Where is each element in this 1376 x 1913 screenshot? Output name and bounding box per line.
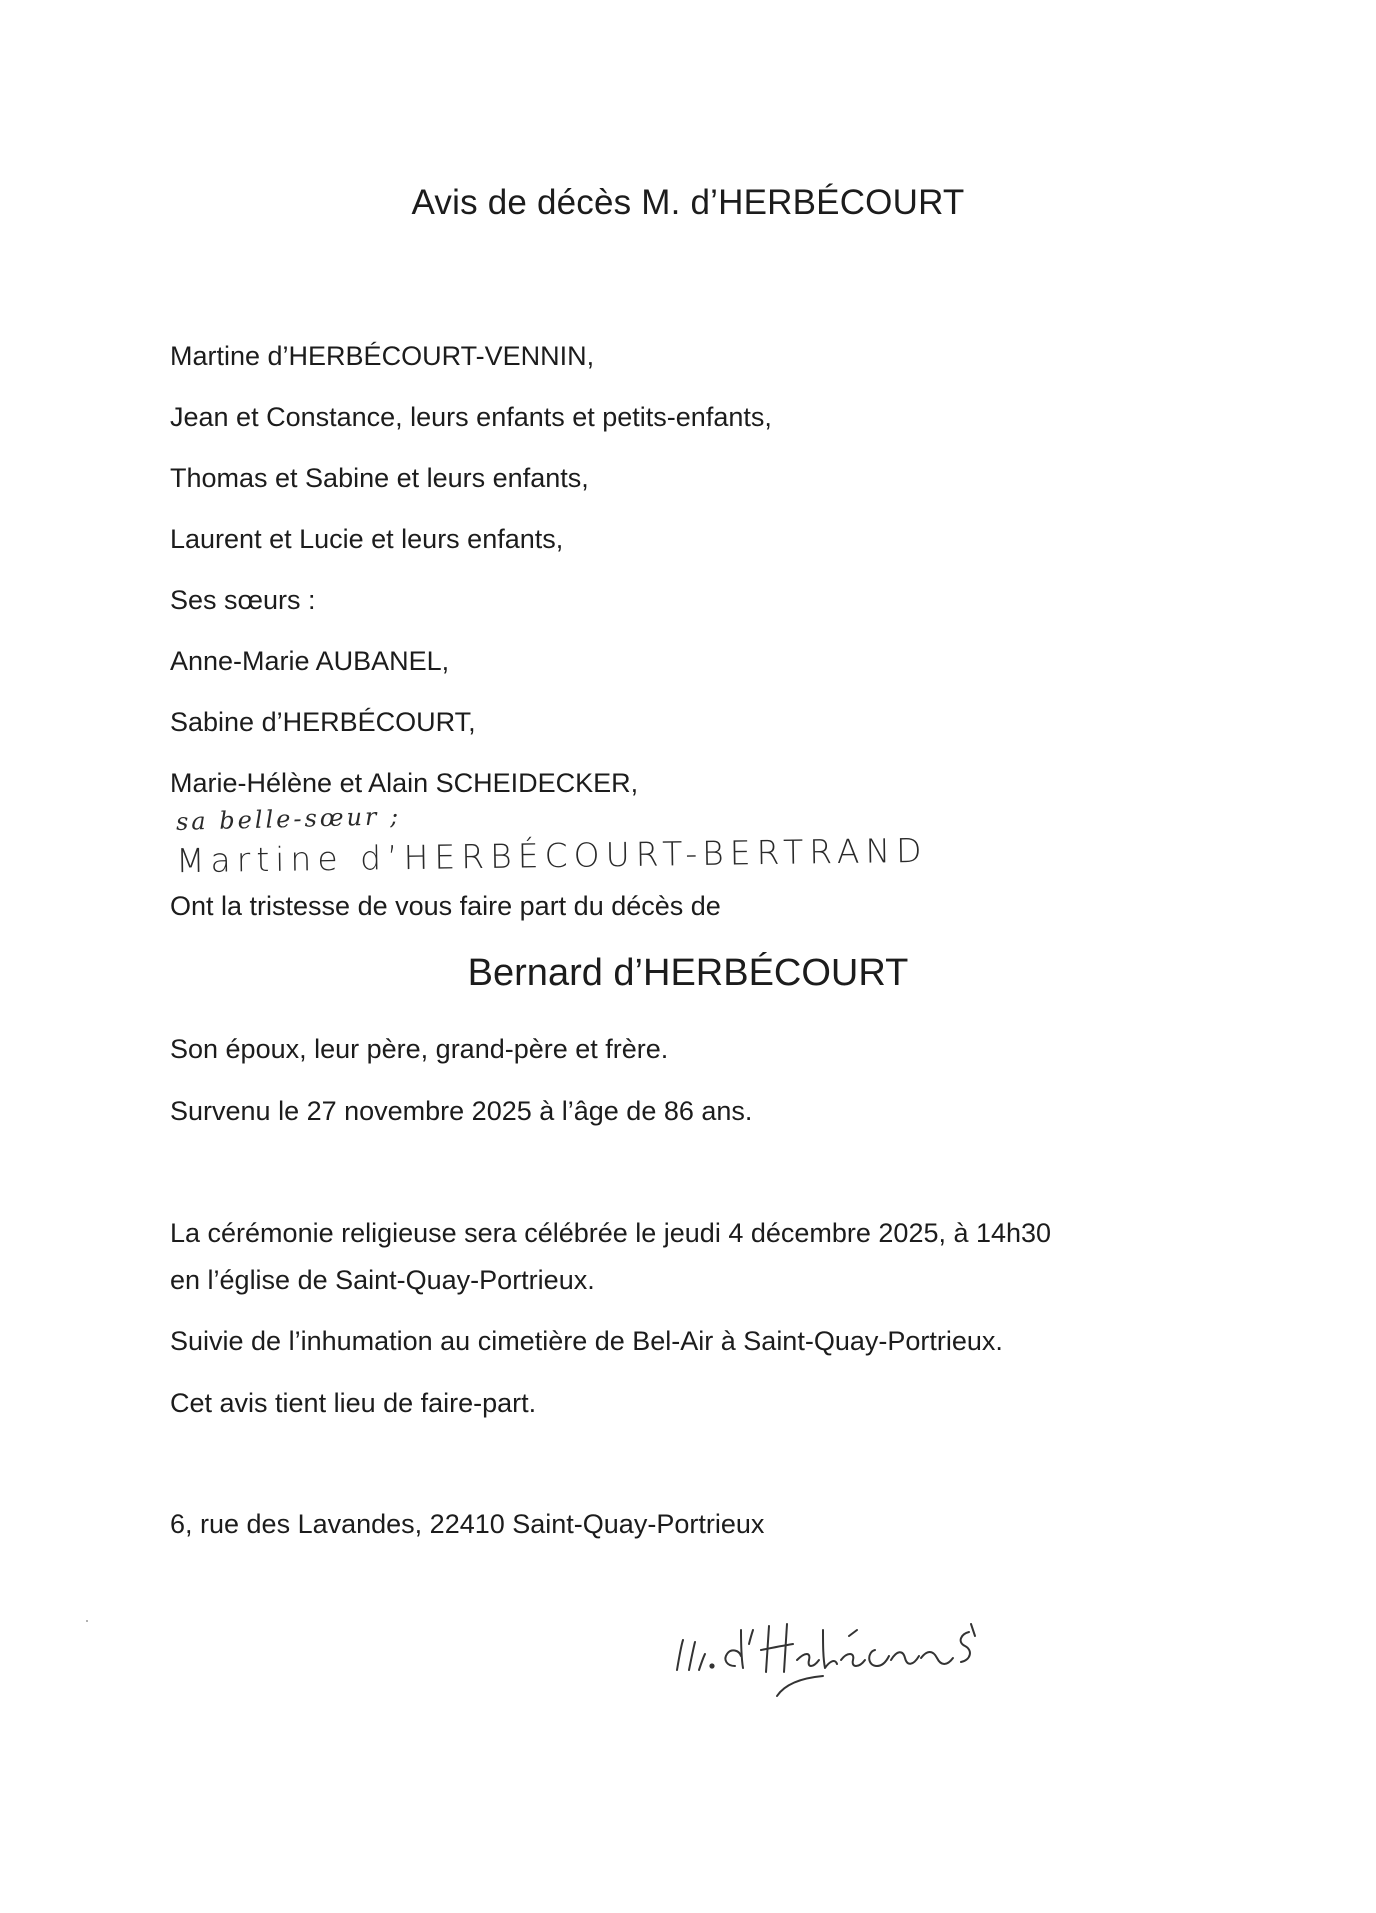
address-text: 6, rue des Lavandes, 22410 Saint-Quay-Portrieux xyxy=(170,1509,765,1539)
burial-text: Suivie de l’inhumation au cimetière de Bel-Air à Saint-Quay-Portrieux. xyxy=(170,1326,1003,1356)
deceased-name: Bernard d’HERBÉCOURT xyxy=(467,952,909,994)
signature-image xyxy=(665,1580,1065,1700)
family-line: Laurent et Lucie et leurs enfants, xyxy=(170,524,564,554)
date-text: Survenu le 27 novembre 2025 à l’âge de 86 ans. xyxy=(170,1096,753,1126)
family-line: Marie-Hélène et Alain SCHEIDECKER, xyxy=(170,768,639,798)
announcement-text: Ont la tristesse de vous faire part du décès de xyxy=(170,891,721,921)
scan-speck xyxy=(86,1620,88,1622)
ceremony-text: La cérémonie religieuse sera célébrée le jeudi 4 décembre 2025, à 14h30 xyxy=(170,1218,1052,1248)
family-line: Thomas et Sabine et leurs enfants, xyxy=(170,463,589,493)
family-line: Martine d’HERBÉCOURT-VENNIN, xyxy=(170,341,595,371)
page-title: Avis de décès M. d’HERBÉCOURT xyxy=(411,183,965,222)
ceremony-text: en l’église de Saint-Quay-Portrieux. xyxy=(170,1265,595,1295)
handwritten-annotation: sa belle-sœur ; xyxy=(175,802,402,836)
handwritten-annotation: Martine d’HERBÉCOURT-BERTRAND xyxy=(175,830,928,881)
family-line: Sabine d’HERBÉCOURT, xyxy=(170,707,476,737)
closing-text: Cet avis tient lieu de faire-part. xyxy=(170,1388,537,1418)
family-line: Anne-Marie AUBANEL, xyxy=(170,646,450,676)
family-line: Jean et Constance, leurs enfants et petits-enfants, xyxy=(170,402,772,432)
relation-text: Son époux, leur père, grand-père et frère. xyxy=(170,1034,669,1064)
sisters-heading: Ses sœurs : xyxy=(170,585,316,615)
